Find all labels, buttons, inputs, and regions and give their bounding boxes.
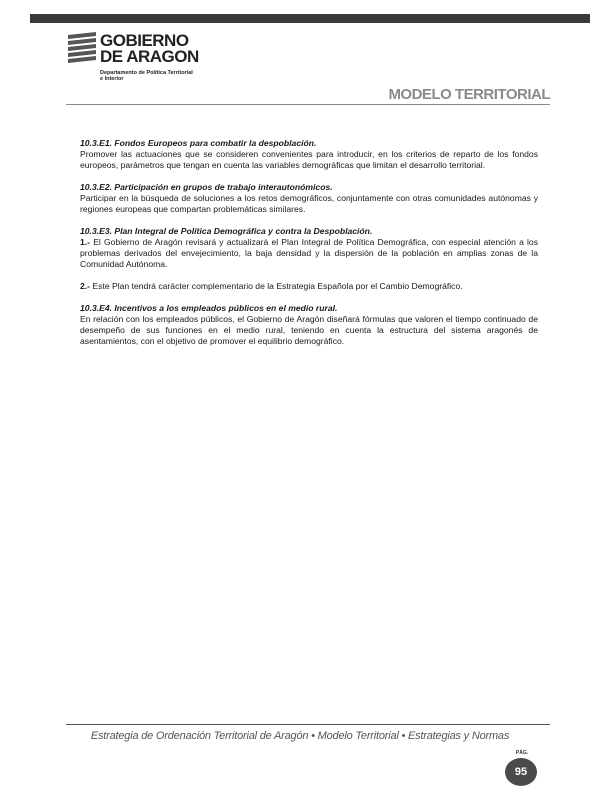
section-text: En relación con los empleados públicos, el Gobierno de Aragón diseñará fórmulas que valoren el tiempo continuado de desempeño de sus funciones en el medio rural, teniendo en cuenta la estructura del sistema aragonés de asentamientos, con el objetivo de promover el equilibrio demográfico. [80, 314, 538, 346]
page-label: PÁG. [515, 750, 529, 756]
section-e1 [80, 138, 538, 171]
gobierno-aragon-logo [66, 32, 266, 88]
top-bar [30, 14, 590, 23]
logo-stripes-icon [66, 32, 100, 64]
page-number-badge [505, 758, 537, 786]
section-e3 [80, 226, 538, 270]
section-title: MODELO TERRITORIAL [388, 86, 550, 103]
section-e4 [80, 303, 538, 347]
section-heading: 10.3.E3. Plan Integral de Política Demográfica y contra la Despoblación. [80, 226, 373, 236]
item-number: 2.- [80, 281, 91, 291]
footer-divider [66, 724, 550, 725]
footer-text: Estrategia de Ordenación Territorial de Aragón • Modelo Territorial • Estrategias y Normas [90, 730, 510, 742]
section-text: Participar en la búsqueda de soluciones a los retos demográficos, conjuntamente con otras comunidades autónomas y regiones europeas que compartan problemáticas similares. [80, 193, 538, 214]
section-text: El Gobierno de Aragón revisará y actualizará el Plan Integral de Política Demográfica, con especial atención a los problemas derivados del envejecimiento, la baja densidad y la dispersión de la población en amplias zonas de la Comunidad Autónoma. [80, 237, 538, 269]
logo-line-2: DE ARAGON [100, 47, 199, 66]
section-heading: 10.3.E1. Fondos Europeos para combatir la despoblación. [80, 138, 317, 148]
section-text: Promover las actuaciones que se consideren convenientes para introducir, en los criterios de reparto de los fondos europeos, parámetros que tengan en cuenta las variables demográficas que limitan el desarrollo territorial. [80, 149, 538, 170]
section-e3-item2 [80, 281, 538, 292]
section-text: Este Plan tendrá carácter complementario de la Estrategia Española por el Cambio Demográfico. [92, 281, 463, 291]
section-e2 [80, 182, 538, 215]
item-number: 1.- [80, 237, 91, 247]
page-number: 95 [514, 766, 528, 778]
section-heading: 10.3.E2. Participación en grupos de trabajo interautonómicos. [80, 182, 333, 192]
document-body [80, 138, 538, 358]
logo-department-2: e Interior [100, 76, 124, 82]
logo-line-1: GOBIERNO [100, 31, 189, 50]
logo-department: Departamento de Política Territorial [100, 70, 193, 76]
section-heading: 10.3.E4. Incentivos a los empleados públicos en el medio rural. [80, 303, 338, 313]
title-divider [66, 104, 550, 105]
